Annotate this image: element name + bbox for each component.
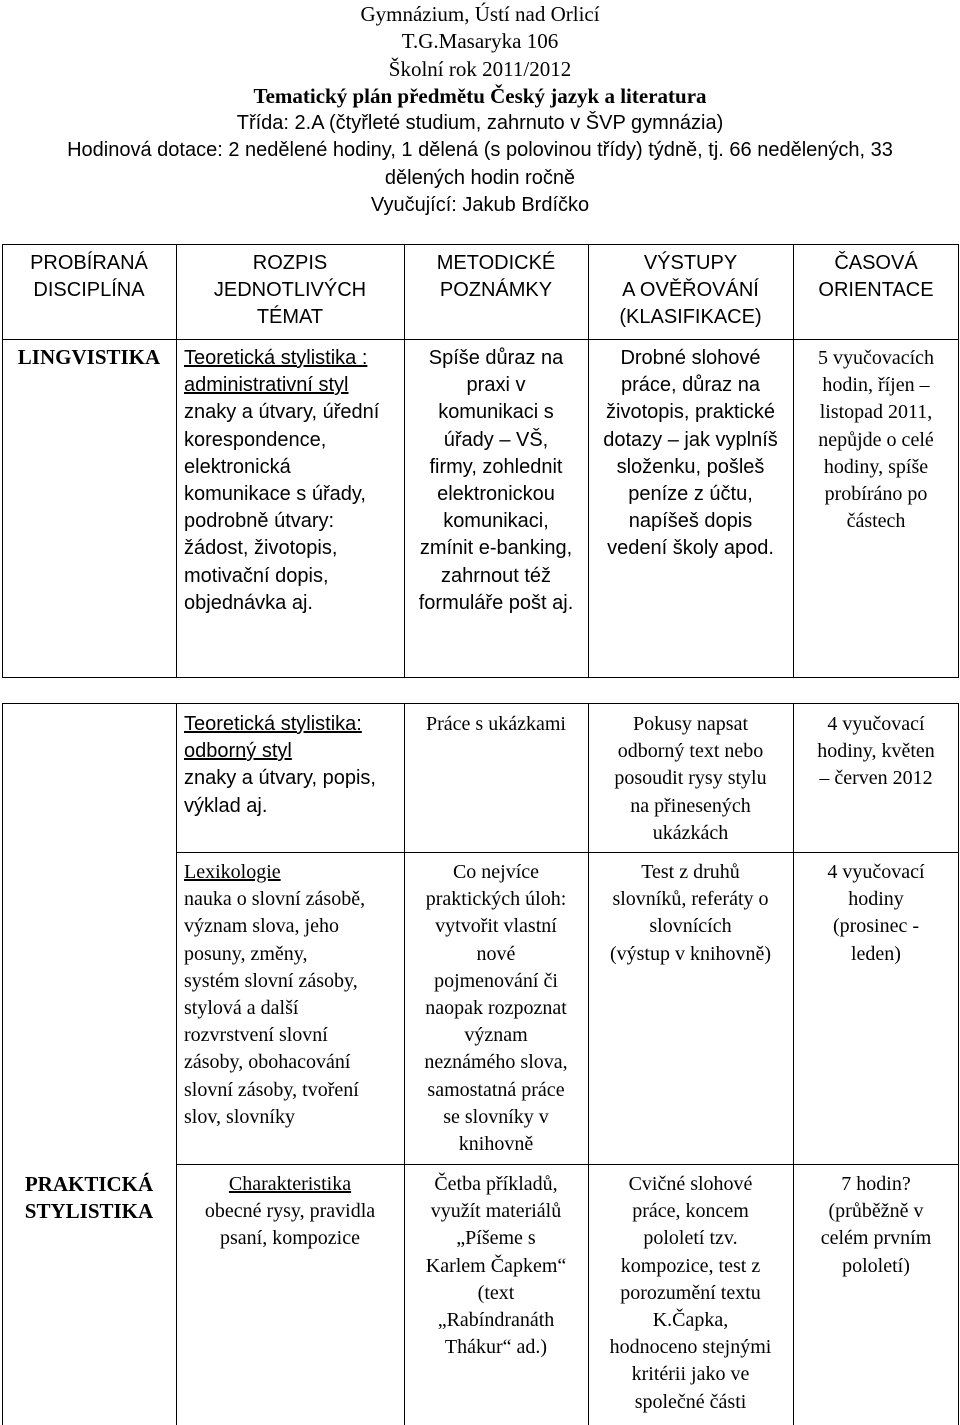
notes-line: „Píšeme s	[456, 1227, 536, 1250]
time-lexicology	[793, 859, 959, 968]
outputs-line: odborný text nebo	[617, 740, 764, 763]
notes-line: vytvořit vlastní	[435, 915, 557, 938]
document-title: Tematický plán předmětu Český jazyk a literatura	[253, 83, 707, 108]
topic-line: komunikace s úřady,	[184, 483, 366, 506]
topic-line: žádost, životopis,	[184, 537, 338, 560]
time-line: listopad 2011,	[819, 401, 933, 424]
col-header-text: ČASOVÁ	[834, 252, 918, 274]
col-header-notes	[404, 250, 588, 304]
col-header-outputs	[588, 250, 793, 332]
notes-line: zmínit e-banking,	[419, 537, 573, 560]
discipline-lingvistika	[2, 344, 176, 371]
time-line: nepůjde o celé	[818, 428, 934, 451]
topic-subheading: administrativní styl	[184, 374, 349, 397]
topic-line: znaky a útvary, popis,	[184, 767, 376, 790]
outputs-line: na přinesených	[630, 794, 751, 817]
notes-administrative-style	[404, 345, 588, 617]
time-professional-style	[793, 711, 959, 793]
outputs-line: slovníků, referáty o	[612, 888, 769, 911]
outputs-administrative-style	[588, 345, 793, 563]
time-line: 5 vyučovacích	[817, 347, 935, 369]
topic-line: stylová a další	[184, 997, 299, 1020]
notes-line: význam	[464, 1024, 528, 1047]
outputs-line: ukázkách	[652, 821, 729, 844]
topic-line: slov, slovníky	[184, 1105, 295, 1128]
notes-line: úřady – VŠ,	[443, 428, 549, 451]
notes-line: Spíše důraz na	[428, 347, 564, 369]
time-line: pololetí)	[842, 1254, 910, 1277]
notes-line: nové	[476, 942, 516, 965]
table-1-header-divider	[2, 339, 959, 340]
outputs-line: práce, důraz na	[621, 374, 760, 397]
topic-line: výklad aj.	[184, 794, 268, 817]
outputs-characteristic	[588, 1171, 793, 1416]
col-header-text: DISCIPLÍNA	[33, 279, 145, 302]
hours-line-1: Hodinová dotace: 2 nedělené hodiny, 1 dělená (s polovinou třídy) týdně, tj. 66 nedělených, 33	[67, 139, 893, 162]
time-line: celém prvním	[820, 1227, 932, 1250]
notes-line: zahrnout též	[440, 564, 552, 587]
school-name: Gymnázium, Ústí nad Orlicí	[360, 2, 600, 26]
outputs-line: práce, koncem	[632, 1200, 749, 1223]
time-line: – červen 2012	[819, 767, 933, 790]
outputs-line: napíšeš dopis	[628, 510, 753, 533]
notes-line: Karlem Čapkem“	[425, 1254, 567, 1277]
time-administrative-style	[793, 345, 959, 535]
notes-line: komunikaci s	[438, 401, 554, 424]
col-header-text: (KLASIFIKACE)	[619, 306, 762, 329]
notes-line: Práce s ukázkami	[426, 713, 566, 735]
outputs-line: Pokusy napsat	[633, 713, 748, 735]
notes-professional-style	[404, 711, 588, 738]
hours-line-2: dělených hodin ročně	[384, 166, 576, 189]
outputs-line: (výstup v knihovně)	[609, 942, 772, 965]
notes-line: komunikaci,	[443, 510, 549, 533]
col-header-text: TÉMAT	[256, 306, 324, 329]
outputs-line: hodnoceno stejnými	[609, 1336, 772, 1359]
col-header-text: METODICKÉ	[436, 252, 556, 274]
outputs-professional-style	[588, 711, 793, 847]
table-2-col-divider-1	[176, 703, 177, 1425]
school-year: Školní rok 2011/2012	[388, 56, 572, 81]
topic-line: korespondence,	[184, 428, 327, 451]
notes-line: samostatná práce	[427, 1078, 565, 1101]
topic-heading: Teoretická stylistika:	[184, 713, 362, 735]
outputs-line: Drobné slohové	[620, 347, 761, 369]
outputs-line: pololetí tzv.	[643, 1227, 738, 1250]
notes-line: se slovníky v	[443, 1105, 549, 1128]
topic-professional-style	[184, 711, 402, 820]
outputs-line: vedení školy apod.	[607, 537, 774, 560]
topic-line: objednávka aj.	[184, 591, 313, 614]
topic-line: rozvrstvení slovní	[184, 1024, 328, 1047]
col-header-text: POZNÁMKY	[439, 279, 553, 302]
time-characteristic	[793, 1171, 959, 1280]
time-line: 7 hodin?	[841, 1173, 911, 1195]
topic-line: podrobně útvary:	[184, 510, 335, 533]
notes-line: knihovně	[458, 1133, 534, 1156]
col-header-text: ROZPIS	[252, 252, 328, 274]
topic-heading: Lexikologie	[184, 861, 281, 883]
outputs-line: kritérii jako ve	[631, 1363, 750, 1386]
outputs-line: K.Čapka,	[652, 1309, 729, 1332]
col-header-text: ORIENTACE	[818, 279, 934, 302]
notes-lexicology	[404, 859, 588, 1158]
topic-line: elektronická	[184, 455, 291, 478]
outputs-line: peníze z účtu,	[628, 483, 753, 506]
outputs-line: dotazy – jak vyplníš	[603, 428, 778, 451]
time-line: 4 vyučovací	[827, 713, 925, 735]
table-2-row-divider-2	[176, 1164, 959, 1165]
time-line: leden)	[851, 942, 901, 965]
col-header-text: PROBÍRANÁ	[30, 252, 148, 274]
col-header-text: A OVĚŘOVÁNÍ	[622, 279, 759, 302]
notes-line: neznámého slova,	[424, 1051, 568, 1074]
discipline-label: LINGVISTIKA	[17, 345, 161, 369]
topic-line: posuny, změny,	[184, 942, 308, 965]
time-line: (průběžně v	[828, 1200, 924, 1223]
outputs-line: posoudit rysy stylu	[614, 767, 767, 790]
notes-line: Co nejvíce	[452, 861, 540, 883]
notes-line: pojmenování či	[434, 969, 558, 992]
time-line: hodiny, květen	[817, 740, 935, 763]
teacher-line: Vyučující: Jakub Brdíčko	[370, 194, 590, 217]
col-header-topics	[176, 250, 404, 332]
col-header-text: VÝSTUPY	[643, 252, 738, 274]
notes-line: naopak rozpoznat	[425, 997, 567, 1020]
topic-subheading: odborný styl	[184, 740, 292, 763]
topic-line: motivační dopis,	[184, 564, 329, 587]
notes-line: využít materiálů	[430, 1200, 562, 1223]
topic-lexicology	[184, 859, 402, 1131]
time-line: hodin, říjen –	[822, 374, 930, 397]
notes-line: „Rabíndranáth	[437, 1309, 555, 1332]
notes-line: elektronickou	[437, 483, 555, 506]
topic-heading: Charakteristika	[228, 1173, 352, 1195]
outputs-line: životopis, praktické	[606, 401, 775, 424]
time-line: (prosinec -	[832, 915, 920, 938]
topic-line: slovní zásoby, tvoření	[184, 1078, 359, 1101]
topic-line: psaní, kompozice	[220, 1227, 360, 1250]
school-address: T.G.Masaryka 106	[401, 29, 559, 54]
outputs-line: složenku, pošleš	[616, 455, 765, 478]
discipline-prakticka-stylistika	[2, 1171, 176, 1225]
topic-line: nauka o slovní zásobě,	[184, 888, 366, 911]
topic-heading: Teoretická stylistika :	[184, 347, 368, 369]
notes-line: firmy, zohlednit	[429, 455, 563, 478]
time-line: částech	[846, 510, 906, 533]
topic-administrative-style	[184, 345, 402, 617]
time-line: hodiny, spíše	[823, 455, 929, 478]
topic-line: znaky a útvary, úřední	[184, 401, 380, 424]
col-header-discipline	[2, 250, 176, 304]
outputs-lexicology	[588, 859, 793, 968]
time-line: hodiny	[848, 888, 904, 911]
notes-characteristic	[404, 1171, 588, 1361]
table-2-col-divider-4	[793, 703, 794, 1425]
notes-line: praxi v	[466, 374, 526, 397]
topic-line: význam slova, jeho	[184, 915, 339, 938]
topic-line: systém slovní zásoby,	[184, 969, 358, 992]
notes-line: formuláře pošt aj.	[418, 591, 574, 614]
table-2-row-divider-1	[176, 852, 959, 853]
topic-line: obecné rysy, pravidla	[204, 1200, 376, 1223]
col-header-time	[793, 250, 959, 304]
outputs-line: společné části	[634, 1390, 747, 1413]
time-line: 4 vyučovací	[827, 861, 925, 883]
col-header-text: JEDNOTLIVÝCH	[213, 279, 367, 302]
discipline-label: PRAKTICKÁ	[24, 1172, 154, 1196]
outputs-line: Cvičné slohové	[628, 1173, 753, 1195]
document-header	[0, 0, 960, 219]
outputs-line: kompozice, test z	[620, 1254, 761, 1277]
topic-line: zásoby, obohacování	[184, 1051, 351, 1074]
time-line: probíráno po	[824, 483, 928, 506]
topic-characteristic	[176, 1171, 404, 1253]
notes-line: Četba příkladů,	[434, 1173, 558, 1195]
outputs-line: Test z druhů	[641, 861, 740, 883]
notes-line: praktických úloh:	[425, 888, 567, 911]
discipline-label: STYLISTIKA	[24, 1199, 154, 1224]
notes-line: Thákur“ ad.)	[444, 1336, 548, 1359]
class-line: Třída: 2.A (čtyřleté studium, zahrnuto v ŠVP gymnázia)	[236, 112, 724, 135]
outputs-line: slovnících	[649, 915, 732, 938]
notes-line: (text	[477, 1281, 515, 1304]
outputs-line: porozumění textu	[620, 1281, 761, 1304]
